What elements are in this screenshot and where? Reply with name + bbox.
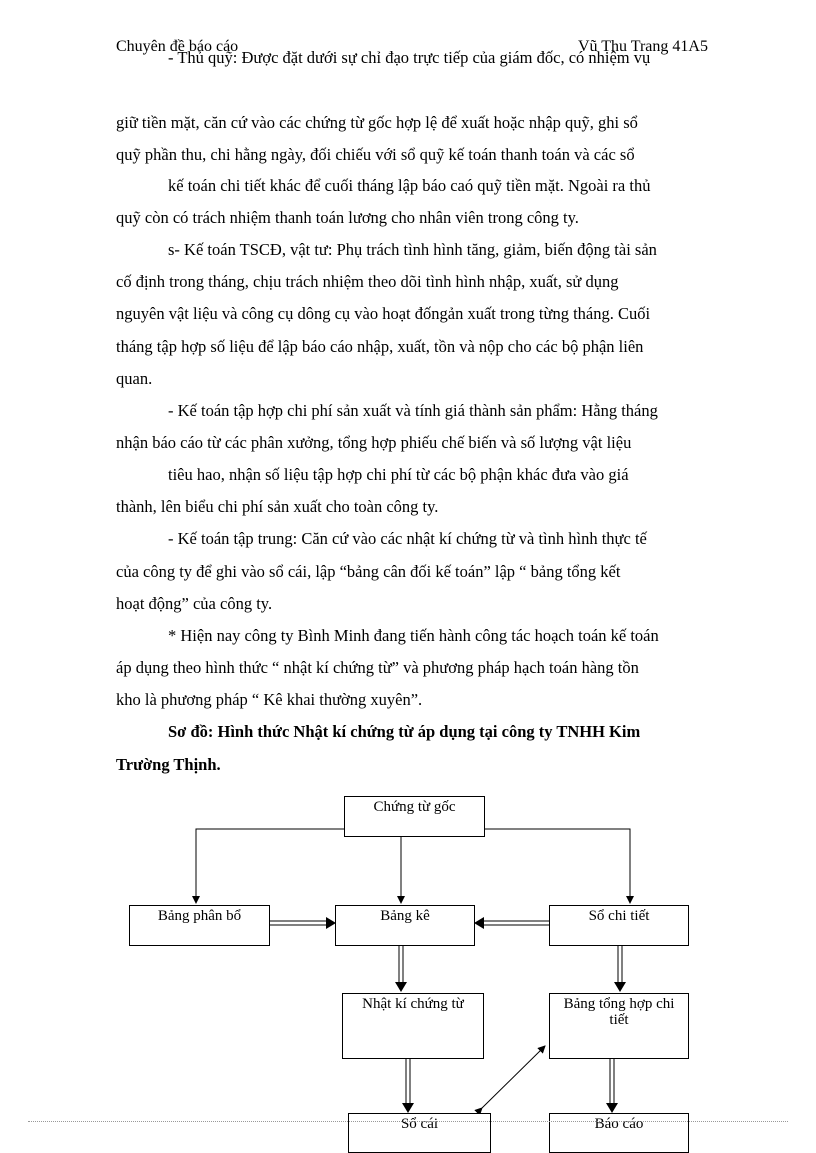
text-line: kho là phương pháp “ Kê khai thường xuyên”. bbox=[116, 690, 423, 709]
text-line: hoạt động” của công ty. bbox=[116, 594, 273, 613]
text-line: s- Kế toán TSCĐ, vật tư: Phụ trách tình hình tăng, giảm, biến động tài sản bbox=[168, 240, 657, 259]
arrow-sc-bth-link bbox=[482, 1046, 545, 1108]
text-line: áp dụng theo hình thức “ nhật kí chứng từ” và phương pháp hạch toán hàng tồn bbox=[116, 658, 639, 677]
box-so-cai: Sổ cái bbox=[348, 1113, 491, 1153]
arrowhead bbox=[614, 982, 626, 992]
arrow-ctg-to-sct bbox=[484, 829, 630, 903]
box-bao-cao: Báo cáo bbox=[549, 1113, 689, 1153]
text-line: kế toán chi tiết khác để cuối tháng lập báo caó quỹ tiền mặt. Ngoài ra thủ bbox=[168, 176, 651, 195]
arrowhead bbox=[402, 1103, 414, 1113]
diagram-caption: Sơ đồ: Hình thức Nhật kí chứng từ áp dụng tại công ty TNHH Kim bbox=[168, 722, 641, 741]
box-chung-tu-goc: Chứng từ gốc bbox=[344, 796, 485, 837]
text-line: cố định trong tháng, chịu trách nhiệm theo dõi tình hình nhập, xuất, sử dụng bbox=[116, 272, 619, 291]
text-line: - Thủ quỹ: Được đặt dưới sự chỉ đạo trực tiếp của giám đốc, có nhiệm vụ bbox=[168, 48, 651, 67]
arrowhead bbox=[395, 982, 407, 992]
text-line: * Hiện nay công ty Bình Minh đang tiến hành công tác hoạch toán kế toán bbox=[168, 626, 659, 645]
arrow-ctg-to-bpb bbox=[196, 829, 344, 903]
box-nhat-ki-chung-tu: Nhật kí chứng từ bbox=[342, 993, 484, 1059]
text-line: quỹ phần thu, chi hằng ngày, đối chiếu với sổ quỹ kế toán thanh toán và các sổ bbox=[116, 145, 635, 164]
text-line: nhận báo cáo từ các phân xưởng, tổng hợp phiếu chế biến và số lượng vật liệu bbox=[116, 433, 632, 452]
box-bang-phan-bo: Bảng phân bổ bbox=[129, 905, 270, 946]
text-line: quan. bbox=[116, 369, 153, 388]
text-line: tháng tập hợp số liệu để lập báo cáo nhập, xuất, tồn và nộp cho các bộ phận liên bbox=[116, 337, 644, 356]
arrowhead bbox=[474, 917, 484, 929]
text-line: giữ tiền mặt, căn cứ vào các chứng từ gốc hợp lệ để xuất hoặc nhập quỹ, ghi sổ bbox=[116, 113, 638, 132]
box-bang-ke: Bảng kê bbox=[335, 905, 475, 946]
box-bang-tong-hop-chi-tiet: Bảng tổng hợp chi tiết bbox=[549, 993, 689, 1059]
diagram-caption-cont: Trường Thịnh. bbox=[116, 755, 221, 774]
text-line: nguyên vật liệu và công cụ dông cụ vào hoạt đốngản xuất trong từng tháng. Cuối bbox=[116, 304, 651, 323]
arrowhead bbox=[606, 1103, 618, 1113]
page-header-right: Vũ Thu Trang 41A5 bbox=[578, 38, 708, 55]
page-break-line bbox=[28, 1121, 788, 1122]
text-line: quỹ còn có trách nhiệm thanh toán lương cho nhân viên trong công ty. bbox=[116, 208, 579, 227]
text-line: - Kế toán tập trung: Căn cứ vào các nhật kí chứng từ và tình hình thực tế bbox=[168, 529, 647, 548]
text-line: - Kế toán tập hợp chi phí sản xuất và tính giá thành sản phẩm: Hằng tháng bbox=[168, 401, 658, 420]
page-header-left: Chuyên đề báo cáo bbox=[116, 38, 239, 55]
text-line: tiêu hao, nhận số liệu tập hợp chi phí từ các bộ phận khác đưa vào giá bbox=[168, 465, 629, 484]
box-so-chi-tiet: Sổ chi tiết bbox=[549, 905, 689, 946]
text-line: thành, lên biểu chi phí sản xuất cho toàn công ty. bbox=[116, 497, 439, 516]
text-line: của công ty để ghi vào sổ cái, lập “bảng cân đối kế toán” lập “ bảng tổng kết bbox=[116, 562, 621, 581]
